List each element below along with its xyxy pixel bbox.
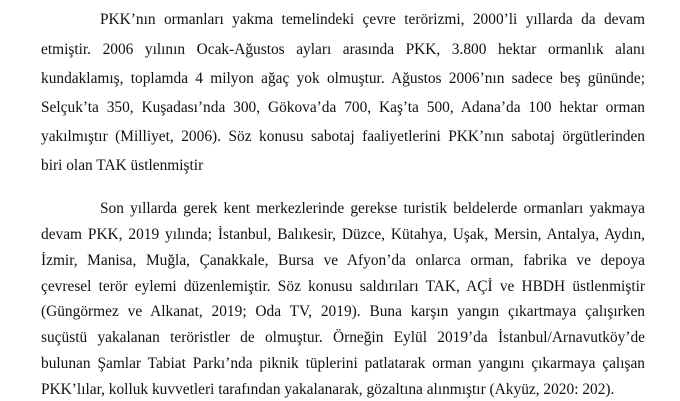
text-line: kundaklamış, toplamda 4 milyon ağaç yok olmuştur. Ağustos 2006’nın sadece beş gününde;: [41, 70, 645, 87]
text-line: biri olan TAK üstlenmiştir: [41, 157, 204, 174]
text-line: suçüstü yakalanan teröristler de olmuştur. Örneğin Eylül 2019’da İstanbul/Arnavutköy’de: [41, 329, 645, 347]
text-line: bulunan Şamlar Tabiat Parkı’nda piknik tüplerini patlatarak orman yangını çıkarmaya çalışan: [41, 355, 645, 373]
text-line: çevresel terör eylemi düzenlemiştir. Söz konusu saldırıları TAK, AÇİ ve HBDH üstlenmiştir: [41, 277, 645, 295]
text-line: etmiştir. 2006 yılının Ocak-Ağustos ayları arasında PKK, 3.800 hektar ormanlık alanı: [41, 41, 645, 58]
text-line: Son yıllarda gerek kent merkezlerinde gerekse turistik beldelerde ormanları yakmaya: [100, 200, 645, 217]
text-line: (Güngörmez ve Alkanat, 2019; Oda TV, 2019). Buna karşın yangın çıkartmaya çalışırken: [41, 303, 645, 321]
text-line: PKK’lılar, kolluk kuvvetleri tarafından yakalanarak, gözaltına alınmıştır (Akyüz, 2020: 202).: [41, 381, 615, 398]
text-line: devam PKK, 2019 yılında; İstanbul, Balıkesir, Düzce, Kütahya, Uşak, Mersin, Antalya, Aydın,: [41, 225, 645, 243]
text-line: yakılmıştır (Milliyet, 2006). Söz konusu sabotaj faaliyetlerini PKK’nın sabotaj örgütlerinden: [41, 128, 645, 145]
text-line: PKK’nın ormanları yakma temelindeki çevre terörizmi, 2000’li yıllarda da devam: [100, 11, 645, 28]
text-line: Selçuk’ta 350, Kuşadası’nda 300, Gökova’da 700, Kaş’ta 500, Adana’da 100 hektar orman: [41, 99, 645, 116]
text-line: İzmir, Manisa, Muğla, Çanakkale, Bursa ve Afyon’da onlarca orman, fabrika ve depoya: [41, 251, 645, 269]
